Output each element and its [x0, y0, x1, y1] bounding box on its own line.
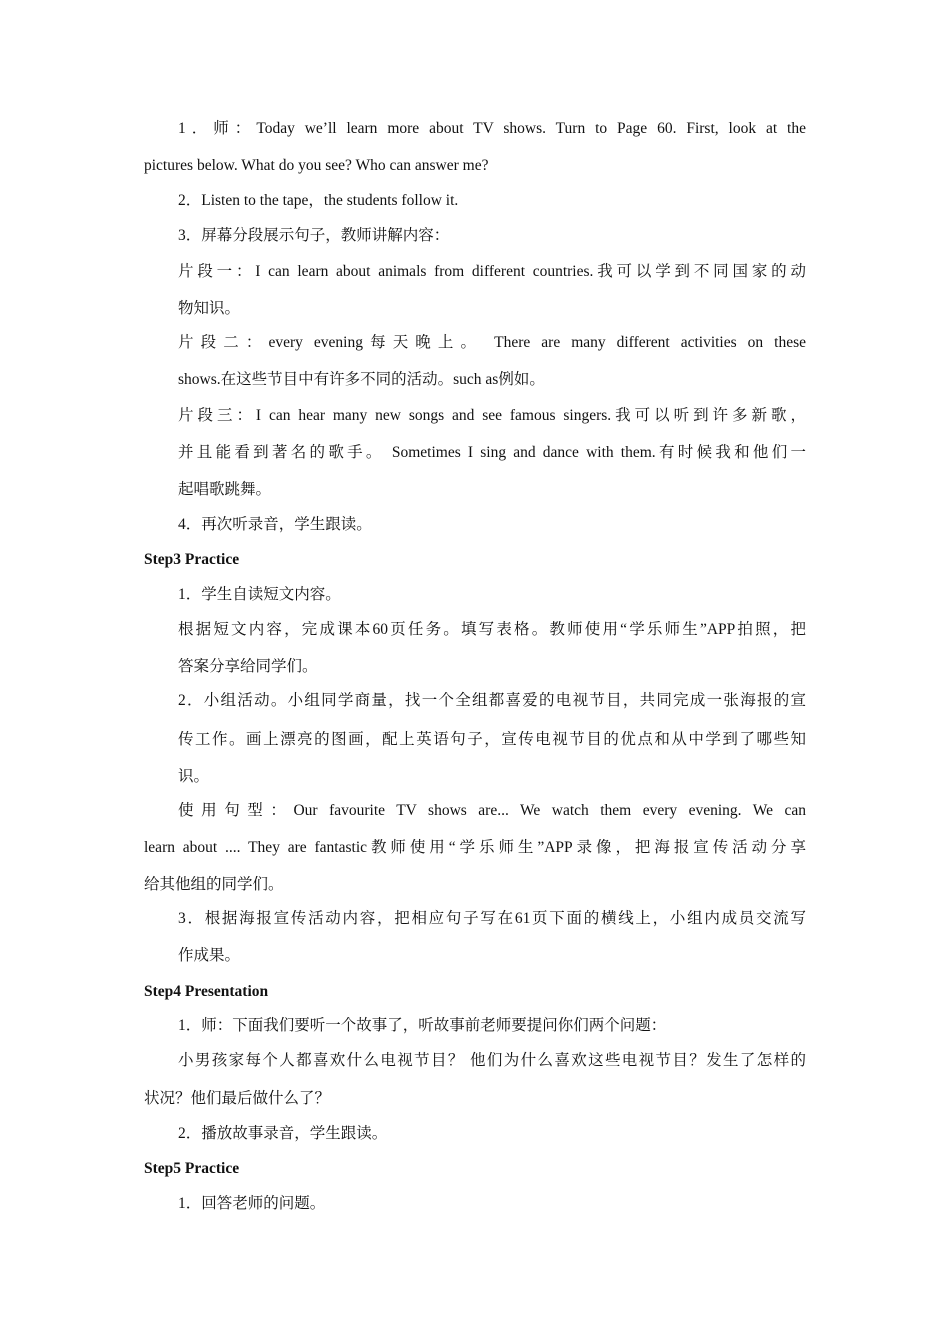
- step3-item2-line2: 传工作。画上漂亮的图画，配上英语句子，宣传电视节目的优点和从中学到了哪些知: [178, 731, 806, 748]
- segment2-line2: shows.在这些节目中有许多不同的活动。such as例如。: [178, 371, 545, 388]
- step3-heading: Step3 Practice: [144, 551, 240, 568]
- step2-item4: 4．再次听录音，学生跟读。: [178, 516, 372, 533]
- step4-questions-line2: 状况？他们最后做什么了？: [144, 1090, 331, 1107]
- step2-item2: 2．Listen to the tape，the students follow it.: [178, 192, 459, 209]
- step4-item2: 2．播放故事录音，学生跟读。: [178, 1125, 388, 1142]
- segment1-line2: 物知识。: [178, 300, 241, 317]
- step3-pattern-line2: learn about .... They are fantastic教师使用“学乐师生”APP录像，把海报宣传活动分享: [144, 839, 806, 856]
- step3-task-line1: 根据短文内容，完成课本60页任务。填写表格。教师使用“学乐师生”APP拍照，把: [178, 621, 806, 638]
- step3-pattern-line3: 给其他组的同学们。: [144, 876, 284, 893]
- step2-item3: 3．屏幕分段展示句子，教师讲解内容：: [178, 227, 450, 244]
- step3-item3-line1: 3．根据海报宣传活动内容，把相应句子写在61页下面的横线上，小组内成员交流写: [178, 910, 806, 927]
- step4-item1: 1．师：下面我们要听一个故事了，听故事前老师要提问你们两个问题：: [178, 1017, 667, 1034]
- step3-task-line2: 答案分享给同学们。: [178, 658, 318, 675]
- segment2-line1: 片段二：every evening每天晚上。 There are many different activities on these: [178, 334, 806, 351]
- step3-item2-line1: 2．小组活动。小组同学商量，找一个全组都喜爱的电视节目，共同完成一张海报的宣: [178, 692, 806, 709]
- segment3-line2: 并且能看到著名的歌手。 Sometimes I sing and dance with them.有时候我和他们一: [178, 444, 806, 461]
- step3-item3-line2: 作成果。: [178, 947, 241, 964]
- step4-questions-line1: 小男孩家每个人都喜欢什么电视节目？ 他们为什么喜欢这些电视节目？发生了怎样的: [178, 1052, 806, 1069]
- step3-item1: 1．学生自读短文内容。: [178, 586, 341, 603]
- segment3-line1: 片段三：I can hear many new songs and see famous singers.我可以听到许多新歌，: [178, 407, 806, 424]
- segment3-line3: 起唱歌跳舞。: [178, 481, 272, 498]
- step3-item2-line3: 识。: [178, 768, 210, 785]
- step5-heading: Step5 Practice: [144, 1160, 240, 1177]
- step2-item1-line1: 1．师：Today we’ll learn more about TV shows. Turn to Page 60. First, look at the: [178, 120, 806, 137]
- step2-item1-line2: pictures below. What do you see? Who can answer me?: [144, 157, 489, 174]
- step5-item1: 1．回答老师的问题。: [178, 1195, 326, 1212]
- step4-heading: Step4 Presentation: [144, 983, 269, 1000]
- step3-pattern-line1: 使用句型：Our favourite TV shows are... We watch them every evening. We can: [178, 802, 806, 819]
- segment1-line1: 片段一：I can learn about animals from different countries.我可以学到不同国家的动: [178, 263, 806, 280]
